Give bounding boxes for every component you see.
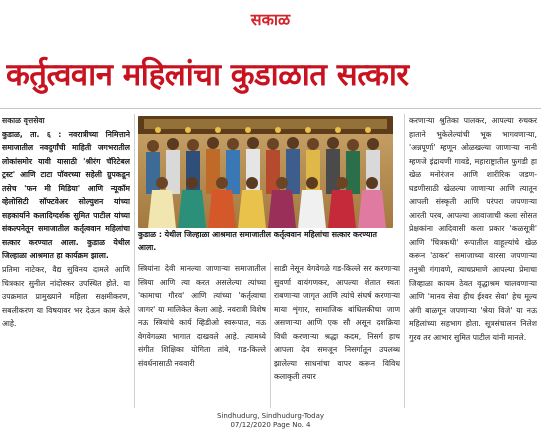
article-column-1: [2, 114, 130, 412]
article-headline: कर्तुत्ववान महिलांचा कुडाळात सत्कार: [6, 57, 409, 93]
event-photo: [138, 116, 393, 228]
byline: सकाळ वृत्तसेवा: [2, 116, 45, 125]
photo-caption: कुडाळ : येथील जिल्हाळा आश्रमात समाजातील कर्तृत्ववान महिलांचा सत्कार करण्यात आला.: [138, 230, 377, 252]
column-divider: [270, 262, 271, 408]
event-photo-illustration: [138, 116, 393, 228]
article-column-4: [409, 114, 537, 412]
column-1-paragraph-2: प्रतिमा नाटेकर, वैद्य सुविनय दामले आणि चित्रकार सुनील नांदोस्कर उपस्थित होते. या उपक्रमात प्रामुख्याने महिला सक्षमीकरण, सबलीकरण या विषयावर भर देऊन काम केले आहे.: [2, 265, 130, 329]
column-4-text: करणाऱ्या श्रुतिका पालकर, आपल्या रुचकर हाताने भुकेलेल्यांची भूक भागवणाऱ्या, 'अन्नपूर्णा' म्हणून ओळखल्या जाणाऱ्या नानी म्हणजे इंद्रायणी गावडे, महाराष्ट्रातील फुगडी हा खेळ मनोरंजन आणि शारीरिक जडण-घडणीसाठी खेळल्या जाणाऱ्या आणि त्यातून आपली संस्कृती आणि परंपरा जपणाऱ्या आरती परब, आपल्या आवाजाची कला सोसत प्रेक्षकांना आदिवासी कला प्रकार 'कळसूत्री' आणि 'चित्रकथी' रूपातील वाहूल्यांचे खेळ करून 'ठाकर' समाजाच्या वारसा जपणाऱ्या तनुश्री गंगावणे, त्याचप्रमाणे आपल्या प्रेमाचा जिव्हाळा कायम ठेवत वृद्धाश्रम चालवणाऱ्या आणि 'मानव सेवा हीच ईश्वर सेवा' हेच मूल्य अंगी बाळगून जपणाऱ्या 'श्रेया विजे' या नऊ महिलांच्या सहभाग होता. सूत्रसंचालन निलेश गुरव तर आभार सुमित पाटील यांनी मानले.: [409, 116, 537, 342]
headline-separator: [0, 108, 541, 109]
page-footer: [0, 412, 541, 430]
newspaper-masthead: सकाळ: [250, 10, 291, 29]
column-divider: [404, 114, 405, 408]
column-1-paragraph-1: कुडाळ, ता. ६ : नवरात्रीच्या निमित्ताने समाजातील नवदुर्गांची माहिती जगभरातील लोकांसमोर यावी यासाठी 'श्रीरंग चॅरिटेबल ट्रस्ट' आणि टाटा पॉवरच्या सहेली ग्रुपकडून तसेच 'फन मी मिडिया' आणि न्यूकॉम व्हेलोसिटी सॉफ्टवेअर सोल्युशन यांच्या सहकार्याने कलादिग्दर्शक सुमित पाटील यांच्या संकल्पनेतून समाजातील कर्तृत्ववान महिलांचा सत्कार करण्यात आला. कुडाळ येथील जिल्हाळा आश्रमात हा कार्यक्रम झाला.: [2, 129, 130, 261]
column-divider: [134, 114, 135, 408]
footer-date-page: 07/12/2020 Page No. 4: [230, 421, 311, 429]
column-2-text: स्त्रियांना देवी मानल्या जाणाऱ्या समाजातील स्त्रिया आणि त्या करत असलेल्या त्यांच्या 'कामाचा गौरव' आणि त्यांच्या 'कर्तृत्वाचा जागर' या मालिकेत केला आहे. नवरात्री विशेष नऊ स्त्रियांचे कार्य व्हिडीओ स्वरूपात, नऊ वेगवेगळ्या भागात दाखवले आहे. त्यामध्ये संगीत शिक्षिका योगिता तांबे, गड-किल्ले संवर्धनासाठी नववारी: [138, 264, 266, 368]
article-column-2: [138, 262, 266, 410]
footer-edition: Sindhudurg, Sindhudurg-Today: [216, 412, 325, 420]
column-3-text: साडी नेसून वेगवेगळे गड-किल्ले सर करणाऱ्या सुवर्णा वायंगणकर, आपल्या शेतात स्वतः राबणाऱ्या जागृत आणि त्यांचे संघर्ष करणाऱ्या माया शृंगार, सामाजिक बांधिलकीचा जाण असणाऱ्या आणि एक सौ असून दशक्रिया विधी करणाऱ्या श्रद्धा कदम, निसर्ग हाच आपला देव समजून निसर्गातून उपलब्ध झालेल्या साधनांचा वापर करून विविध कलाकृती तयार: [274, 264, 400, 382]
article-column-3: [274, 262, 400, 410]
